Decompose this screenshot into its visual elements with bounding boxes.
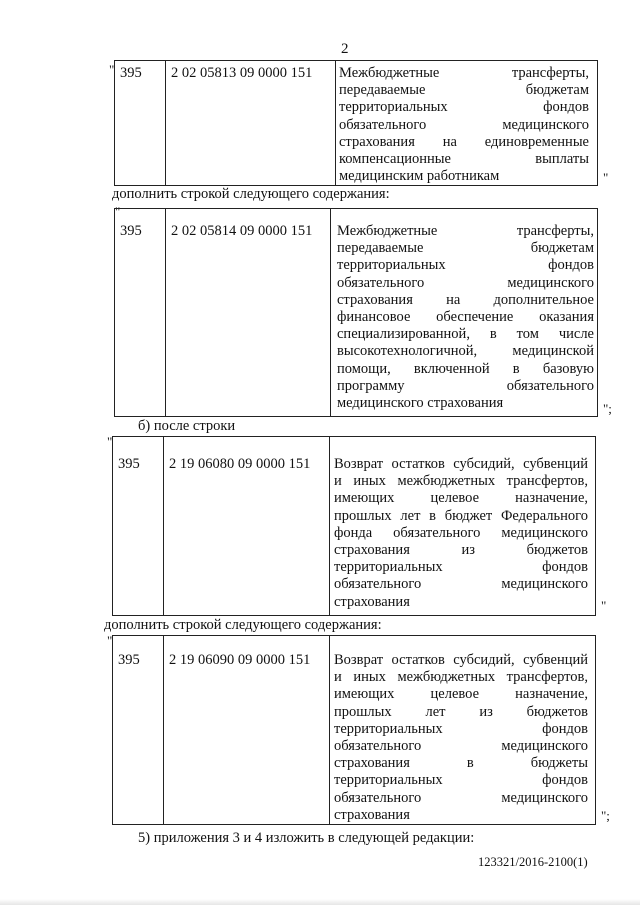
code-cell: 395 xyxy=(118,652,140,668)
code-cell: 395 xyxy=(120,223,142,239)
close-quote: " xyxy=(603,170,609,185)
close-quote: "; xyxy=(601,808,610,823)
page-number: 2 xyxy=(341,41,349,57)
open-quote: " xyxy=(107,434,113,449)
after-row-line: б) после строки xyxy=(138,418,236,434)
supplement-line-2: дополнить строкой следующего содержания: xyxy=(104,617,382,633)
description-cell: Межбюджетные трансферты, передаваемые бюджетам территориальных фондов обязательного медицинского страхования на дополнительное финансовое обеспечение оказания специализированной, в том числе высокотехнологичной, медицинской помощи, включенной в базовую программу обязательного медицинского страхования xyxy=(337,223,594,412)
scan-edge xyxy=(0,899,640,905)
description-cell: Возврат остатков субсидий, субвенций и иных межбюджетных трансфертов, имеющих целевое назначение, прошлых лет из бюджетов территориальных фондов обязательного медицинского страхования в бюджеты территориальных фондов обязательного медицинского страхования xyxy=(334,652,588,823)
code-cell: 395 xyxy=(120,65,142,81)
kbk-cell: 2 02 05813 09 0000 151 xyxy=(171,65,313,81)
kbk-cell: 2 19 06090 09 0000 151 xyxy=(169,652,311,668)
description-cell: Межбюджетные трансферты, передаваемые бюджетам территориальных фондов обязательного медицинского страхования на единовременные компенсационные выплаты медицинским работникам xyxy=(339,65,589,185)
document-id: 123321/2016-2100(1) xyxy=(478,855,588,869)
kbk-cell: 2 02 05814 09 0000 151 xyxy=(171,223,313,239)
description-cell: Возврат остатков субсидий, субвенций и иных межбюджетных трансфертов, имеющих целевое назначение, прошлых лет в бюджет Федерального фонда обязательного медицинского страхования из бюджетов территориальных фондов обязательного медицинского страхования xyxy=(334,456,588,610)
supplement-line-1: дополнить строкой следующего содержания: xyxy=(112,186,390,202)
open-quote: " xyxy=(115,204,121,219)
kbk-cell: 2 19 06080 09 0000 151 xyxy=(169,456,311,472)
open-quote: " xyxy=(109,62,115,77)
code-cell: 395 xyxy=(118,456,140,472)
item-5-line: 5) приложения 3 и 4 изложить в следующей редакции: xyxy=(138,830,475,846)
close-quote: " xyxy=(601,598,607,613)
open-quote: " xyxy=(107,633,113,648)
close-quote: "; xyxy=(603,401,612,416)
